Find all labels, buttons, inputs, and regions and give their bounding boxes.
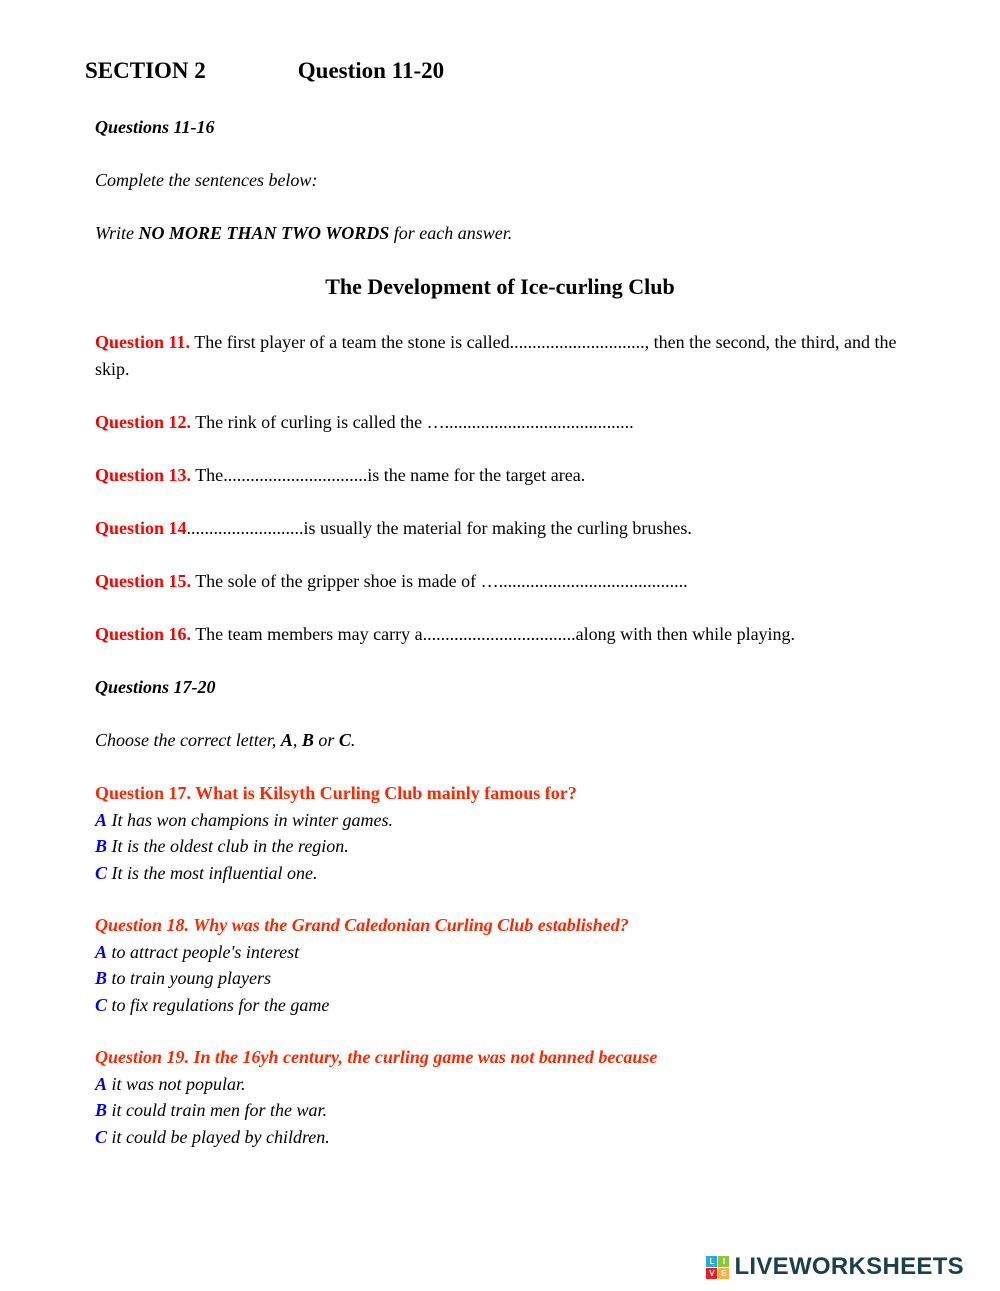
section-header — [85, 56, 905, 86]
question-16-text-after: along with then while playing. — [575, 624, 796, 644]
option-text: It has won champions in winter games. — [107, 809, 394, 830]
passage-title: The Development of Ice-curling Club — [325, 274, 675, 299]
liveworksheets-logo-icon — [706, 1256, 729, 1279]
question-18-option-b[interactable] — [95, 965, 905, 992]
question-15-answer-blank[interactable]: ….......................................... — [480, 571, 688, 591]
question-14-answer-blank[interactable]: .......................... — [186, 518, 304, 538]
section-title: SECTION 2 — [85, 58, 206, 83]
logo-cell-i: I — [718, 1256, 729, 1267]
question-19-option-b[interactable] — [95, 1097, 905, 1124]
question-19-heading: Question 19. In the 16yh century, the curling game was not banned because — [95, 1047, 658, 1067]
word-limit-instruction — [95, 220, 905, 247]
logo-cell-l: L — [706, 1256, 717, 1267]
option-letter-a: A — [95, 809, 108, 830]
choose-letter-b: B — [301, 730, 314, 750]
write-prefix: Write — [95, 223, 139, 243]
choose-letter-instruction — [95, 727, 905, 754]
question-13-text-before: The — [191, 465, 224, 485]
option-text: it was not popular. — [107, 1073, 246, 1094]
question-19-option-c[interactable] — [95, 1124, 905, 1151]
choose-letter-c: C — [338, 730, 351, 750]
option-text: it could be played by children. — [107, 1126, 330, 1147]
question-13-answer-blank[interactable]: ................................ — [223, 465, 368, 485]
choose-sep-2: or — [313, 730, 339, 750]
question-16-text-before: The team members may carry a — [191, 624, 423, 644]
option-letter-a: A — [95, 1073, 108, 1094]
question-11-text-before: The first player of a team the stone is called — [190, 332, 510, 352]
choose-suffix: . — [350, 730, 356, 750]
question-14-text-after: is usually the material for making the curling brushes. — [303, 518, 692, 538]
question-13 — [95, 462, 905, 489]
option-text: it could train men for the war. — [107, 1100, 328, 1120]
question-12-answer-blank[interactable]: ….......................................... — [426, 412, 634, 432]
option-letter-a: A — [95, 941, 108, 962]
choose-sep-1: , — [292, 730, 302, 750]
question-13-label: Question 13. — [95, 465, 192, 485]
questions-11-16-heading: Questions 11-16 — [95, 117, 215, 137]
question-15-label: Question 15. — [95, 571, 192, 591]
question-17 — [95, 780, 905, 886]
question-14 — [95, 515, 905, 542]
logo-cell-e: E — [718, 1268, 729, 1279]
question-11 — [95, 329, 905, 383]
option-text: It is the oldest club in the region. — [107, 836, 349, 856]
option-text: to fix regulations for the game — [107, 994, 330, 1015]
question-12 — [95, 409, 905, 436]
question-12-text-before: The rink of curling is called the — [191, 412, 427, 432]
question-14-label: Question 14 — [95, 518, 187, 538]
question-19-option-a[interactable] — [95, 1071, 905, 1098]
question-16-label: Question 16. — [95, 624, 192, 644]
option-text: to train young players — [107, 968, 272, 988]
question-17-option-a[interactable] — [95, 807, 905, 834]
option-letter-b: B — [95, 836, 108, 856]
question-17-option-b[interactable] — [95, 833, 905, 860]
question-13-text-after: is the name for the target area. — [367, 465, 586, 485]
question-18 — [95, 912, 905, 1018]
option-text: to attract people's interest — [107, 941, 300, 962]
question-15-text-before: The sole of the gripper shoe is made of — [191, 571, 481, 591]
question-11-answer-blank[interactable]: .............................. — [509, 332, 645, 352]
section-question-range: Question 11-20 — [297, 58, 445, 83]
question-16 — [95, 621, 905, 648]
question-16-answer-blank[interactable]: .................................. — [422, 624, 576, 644]
option-letter-c: C — [95, 1126, 108, 1147]
question-12-label: Question 12. — [95, 412, 192, 432]
question-17-heading: Question 17. What is Kilsyth Curling Club mainly famous for? — [95, 783, 577, 803]
question-19 — [95, 1044, 905, 1150]
word-limit-bold: NO MORE THAN TWO WORDS — [138, 223, 390, 243]
option-letter-b: B — [95, 968, 108, 988]
question-17-option-c[interactable] — [95, 860, 905, 887]
liveworksheets-footer[interactable] — [706, 1253, 964, 1281]
option-letter-c: C — [95, 994, 108, 1015]
question-18-option-c[interactable] — [95, 992, 905, 1019]
complete-sentences-instruction: Complete the sentences below: — [95, 170, 318, 190]
questions-17-20-heading: Questions 17-20 — [95, 677, 216, 697]
question-11-label: Question 11. — [95, 332, 191, 352]
write-suffix: for each answer. — [389, 223, 513, 243]
question-18-heading: Question 18. Why was the Grand Caledonian Curling Club established? — [95, 915, 629, 935]
option-text: It is the most influential one. — [107, 862, 318, 883]
liveworksheets-wordmark: LIVEWORKSHEETS — [734, 1253, 964, 1280]
choose-prefix: Choose the correct letter, — [95, 730, 281, 750]
logo-cell-v: V — [706, 1268, 717, 1279]
question-18-option-a[interactable] — [95, 939, 905, 966]
option-letter-c: C — [95, 862, 108, 883]
choose-letter-a: A — [280, 730, 293, 750]
question-11-text-after: , then the second, the third, and the skip. — [95, 332, 897, 379]
question-15 — [95, 568, 905, 595]
option-letter-b: B — [95, 1100, 108, 1120]
